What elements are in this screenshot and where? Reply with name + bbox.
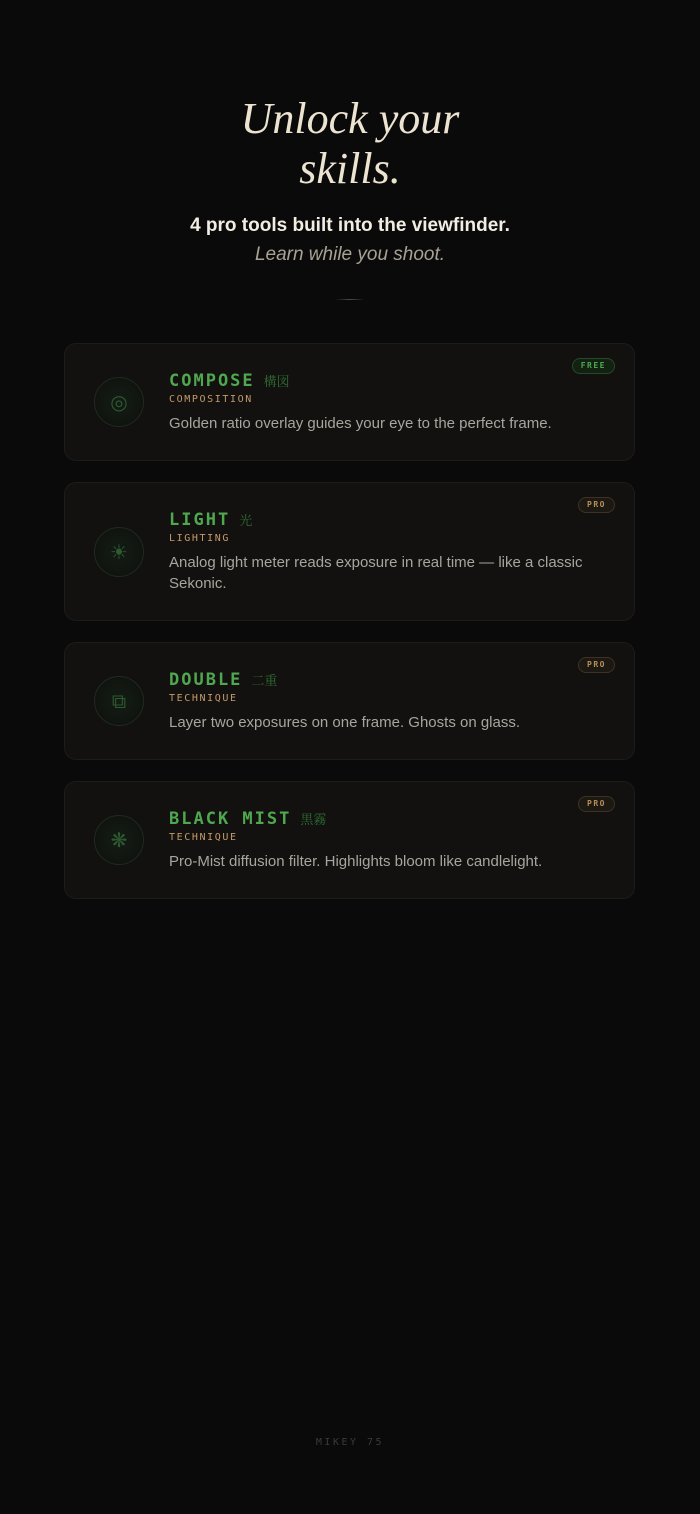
free-badge: FREE bbox=[572, 358, 615, 374]
tool-title: BLACK MIST bbox=[169, 809, 292, 829]
sparkle-icon: ❋ bbox=[94, 815, 144, 865]
tool-title-row bbox=[169, 809, 326, 829]
tool-category: LIGHTING bbox=[169, 533, 230, 544]
tool-description: Analog light meter reads exposure in real time — like a classic Sekonic. bbox=[169, 554, 583, 592]
tool-category: TECHNIQUE bbox=[169, 832, 238, 843]
tool-description: Pro-Mist diffusion filter. Highlights bloom like candlelight. bbox=[169, 853, 543, 870]
composition-target-icon: ◎ bbox=[94, 377, 144, 427]
pro-badge: PRO bbox=[578, 497, 615, 513]
tool-card-compose[interactable] bbox=[64, 343, 635, 461]
tool-category: COMPOSITION bbox=[169, 394, 253, 405]
footer-label: MIKEY 75 bbox=[315, 1437, 385, 1448]
tool-title-row bbox=[169, 371, 290, 391]
hero-tagline: Learn while you shoot. bbox=[254, 244, 446, 265]
hero-subtitle: 4 pro tools built into the viewfinder. bbox=[190, 215, 510, 236]
section-divider bbox=[335, 299, 365, 300]
tool-card-double[interactable] bbox=[64, 642, 635, 760]
pro-badge: PRO bbox=[578, 796, 615, 812]
tool-card-black-mist[interactable] bbox=[64, 781, 635, 899]
tool-title: LIGHT bbox=[169, 510, 231, 530]
pro-badge: PRO bbox=[578, 657, 615, 673]
tool-category: TECHNIQUE bbox=[169, 693, 238, 704]
overlap-squares-icon: ⧉ bbox=[94, 676, 144, 726]
hero-title-line-1: Unlock your bbox=[240, 94, 460, 143]
tool-kanji: 黒霧 bbox=[300, 813, 327, 828]
tool-title: DOUBLE bbox=[169, 670, 243, 690]
tool-card-light[interactable] bbox=[64, 482, 635, 621]
tool-description: Layer two exposures on one frame. Ghosts on glass. bbox=[169, 714, 521, 731]
hero-title bbox=[0, 94, 700, 194]
tool-kanji: 光 bbox=[239, 514, 253, 529]
hero-title-line-2: skills. bbox=[299, 144, 401, 193]
sun-icon: ☀ bbox=[94, 527, 144, 577]
tool-kanji: 二重 bbox=[251, 674, 278, 689]
tool-kanji: 構図 bbox=[263, 375, 290, 390]
tool-title-row bbox=[169, 670, 277, 690]
tool-description: Golden ratio overlay guides your eye to the perfect frame. bbox=[169, 415, 552, 432]
tool-title: COMPOSE bbox=[169, 371, 255, 391]
tool-title-row bbox=[169, 510, 252, 530]
